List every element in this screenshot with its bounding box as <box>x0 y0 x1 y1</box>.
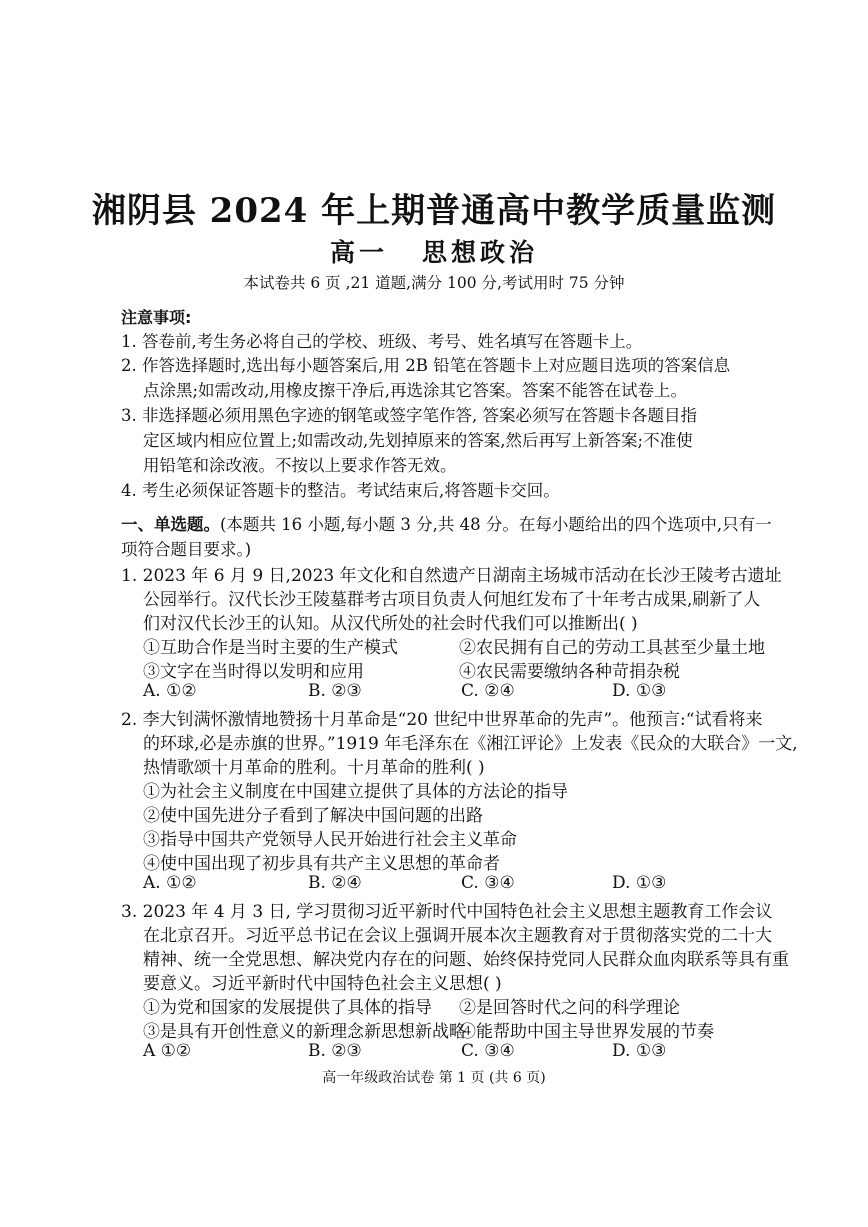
choice-b: B. ②④ <box>308 873 362 893</box>
choice-a: A. ①② <box>143 681 197 701</box>
choice-a: A ①② <box>143 1041 192 1061</box>
statement: ③指导中国共产党领导人民开始进行社会主义革命 <box>143 830 517 850</box>
choice-d: D. ①③ <box>612 873 667 893</box>
question-1-line: 公园举行。汉代长沙王陵墓群考古项目负责人何旭红发布了十年考古成果,刷新了人 <box>143 590 761 610</box>
notice-line: 点涂黑;如需改动,用橡皮擦干净后,再选涂其它答案。答案不能答在试卷上。 <box>143 381 688 400</box>
statement: ④能帮助中国主导世界发展的节奏 <box>459 1022 714 1042</box>
statement: ①为社会主义制度在中国建立提供了具体的方法论的指导 <box>143 782 568 802</box>
section-heading: 一、单选题。 <box>121 515 220 534</box>
choice-b: B. ②③ <box>308 1041 362 1061</box>
section-desc: (本题共 16 小题,每小题 3 分,共 48 分。在每小题给出的四个选项中,只有一 <box>220 515 772 534</box>
choice-c: C. ③④ <box>461 873 515 893</box>
statement: ②是回答时代之问的科学理论 <box>459 998 680 1018</box>
choice-c: C. ③④ <box>461 1041 515 1061</box>
choice-d: D. ①③ <box>612 1041 667 1061</box>
statement: ②农民拥有自己的劳动工具甚至少量土地 <box>459 638 765 658</box>
statement: ①互助合作是当时主要的生产模式 <box>143 638 398 658</box>
question-1-line: 们对汉代长沙王的认知。从汉代所处的社会时代我们可以推断出( ) <box>143 614 638 634</box>
statement: ④使中国出现了初步具有共产主义思想的革命者 <box>143 854 500 874</box>
statement: ①为党和国家的发展提供了具体的指导 <box>143 998 432 1018</box>
section-desc-cont: 项符合题目要求。) <box>121 540 252 559</box>
statement: ③是具有开创性意义的新理念新思想新战略 <box>143 1022 466 1042</box>
notice-heading: 注意事项: <box>121 308 192 327</box>
notice-line: 4. 考生必须保证答题卡的整洁。考试结束后,将答题卡交回。 <box>121 481 560 500</box>
choice-d: D. ①③ <box>612 681 667 701</box>
question-3-line: 精神、统一全党思想、解决党内存在的问题、始终保持党同人民群众血肉联系等具有重 <box>143 950 789 970</box>
notice-line: 定区域内相应位置上;如需改动,先划掉原来的答案,然后再写上新答案;不准使 <box>143 431 693 450</box>
notice-line: 2. 作答选择题时,选出每小题答案后,用 2B 铅笔在答题卡上对应题目选项的答案信息 <box>121 356 731 375</box>
notice-line: 3. 非选择题必须用黑色字迹的钢笔或签字笔作答, 答案必须写在答题卡各题目指 <box>121 406 697 425</box>
question-1-line: 1. 2023 年 6 月 9 日,2023 年文化和自然遗产日湖南主场城市活动在长沙王陵考古遗址 <box>121 566 782 586</box>
notice-line: 1. 答卷前,考生务必将自己的学校、班级、考号、姓名填写在答题卡上。 <box>121 332 643 351</box>
exam-subtitle <box>0 233 868 269</box>
question-2-line: 的环球,必是赤旗的世界。”1919 年毛泽东在《湘江评论》上发表《民众的大联合》一文, <box>143 734 798 754</box>
question-3-line: 3. 2023 年 4 月 3 日, 学习贯彻习近平新时代中国特色社会主义思想主题教育工作会议 <box>121 902 773 922</box>
question-3-line: 在北京召开。习近平总书记在会议上强调开展本次主题教育对于贯彻落实党的二十大 <box>143 926 772 946</box>
choice-a: A. ①② <box>143 873 197 893</box>
statement: ③文字在当时得以发明和应用 <box>143 662 364 682</box>
choice-c: C. ②④ <box>461 681 515 701</box>
statement: ④农民需要缴纳各种苛捐杂税 <box>459 662 680 682</box>
question-2-line: 热情歌颂十月革命的胜利。十月革命的胜利( ) <box>143 758 485 778</box>
choice-b: B. ②③ <box>308 681 362 701</box>
exam-title: 湘阴县 2024 年上期普通高中教学质量监测 <box>91 191 777 231</box>
page-footer: 高一年级政治试卷 第 1 页 (共 6 页) <box>322 1070 546 1086</box>
notice-line: 用铅笔和涂改液。不按以上要求作答无效。 <box>143 456 457 475</box>
section-intro <box>121 511 772 535</box>
question-2-line: 2. 李大钊满怀激情地赞扬十月革命是“20 世纪中世界革命的先声”。他预言:“试看将来 <box>121 710 763 730</box>
statement: ②使中国先进分子看到了解决中国问题的出路 <box>143 806 483 826</box>
question-3-line: 要意义。习近平新时代中国特色社会主义思想( ) <box>143 974 502 994</box>
exam-info: 本试卷共 6 页 ,21 道题,满分 100 分,考试用时 75 分钟 <box>243 274 625 292</box>
grade-label: 高一 <box>329 238 388 267</box>
subject-label: 思想政治 <box>422 238 539 267</box>
